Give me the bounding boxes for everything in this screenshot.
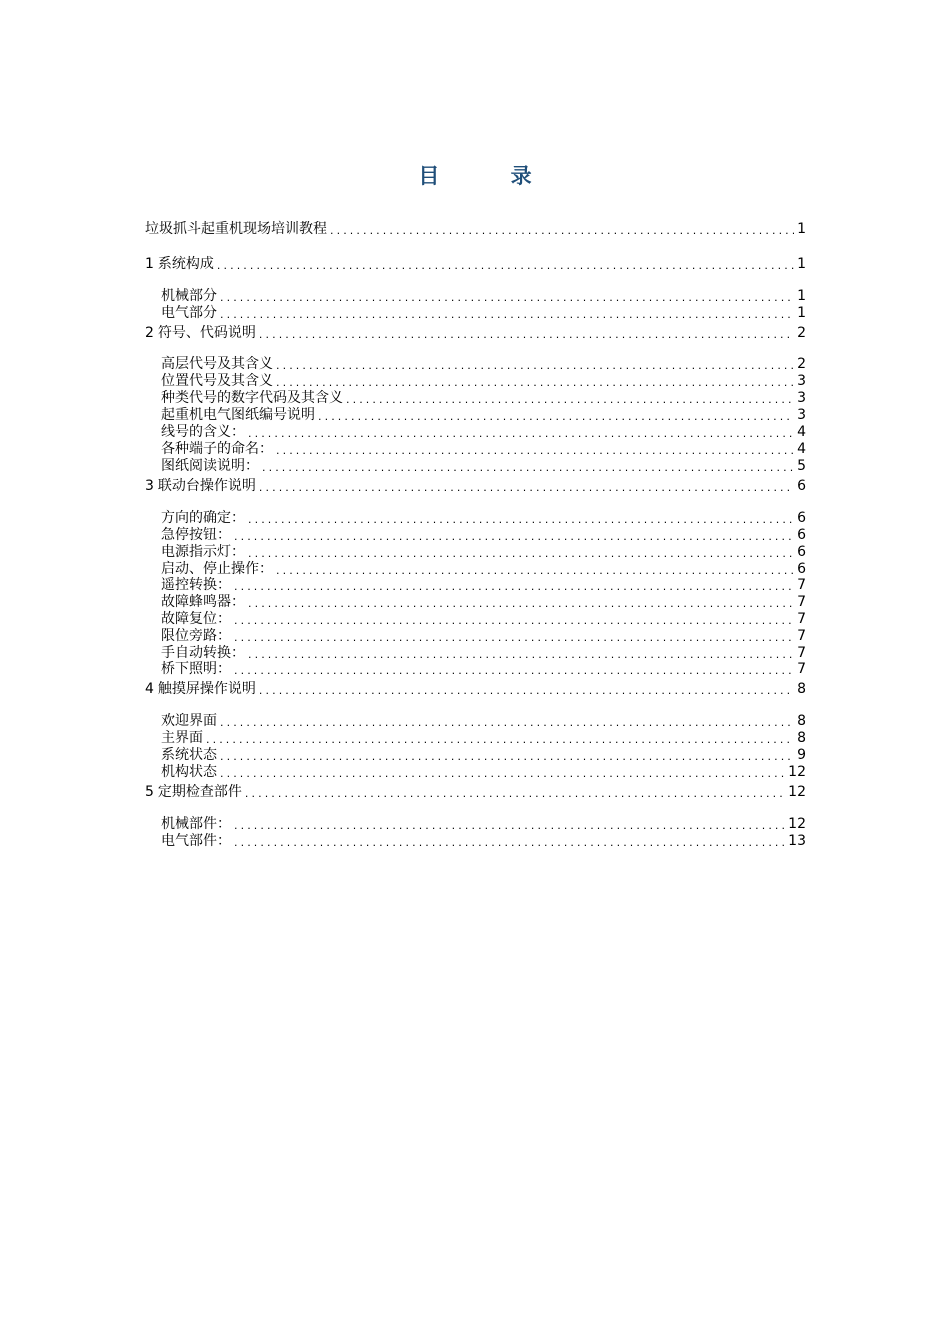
toc-entry[interactable] — [145, 256, 806, 273]
dot-leader — [234, 836, 785, 850]
dot-leader — [234, 631, 794, 645]
toc-entry-label: 种类代号的数字代码及其含义 — [161, 390, 343, 406]
dot-leader — [259, 684, 794, 698]
toc-entry-page-number: 2 — [797, 325, 806, 341]
toc-entry[interactable] — [161, 645, 806, 662]
toc-entry[interactable] — [161, 594, 806, 611]
dot-leader — [220, 767, 785, 781]
toc-entry-page-number: 7 — [797, 594, 806, 610]
toc-entry[interactable] — [161, 544, 806, 561]
toc-entry-label: 电气部件： — [161, 833, 231, 849]
dot-leader — [234, 614, 794, 628]
toc-entry[interactable] — [145, 325, 806, 342]
toc-entry-label: 各种端子的命名： — [161, 441, 273, 457]
toc-entry[interactable] — [145, 221, 806, 238]
toc-entry[interactable] — [161, 305, 806, 322]
toc-entry-page-number: 12 — [788, 816, 806, 832]
toc-entry[interactable] — [161, 764, 806, 781]
toc-entry-label: 线号的含义： — [161, 424, 245, 440]
toc-entry-label: 电气部分 — [161, 305, 217, 321]
toc-entry-label: 手自动转换： — [161, 645, 245, 661]
toc-entry-label: 系统构成 — [157, 256, 214, 272]
toc-entry-page-number: 1 — [797, 288, 806, 304]
toc-entry-number: 5 — [145, 784, 154, 800]
toc-entry-page-number: 3 — [797, 373, 806, 389]
toc-entry-label: 桥下照明： — [161, 661, 231, 677]
toc-entry-page-number: 9 — [797, 747, 806, 763]
toc-entry-page-number: 3 — [797, 407, 806, 423]
toc-entry-label: 遥控转换： — [161, 577, 231, 593]
table-of-contents — [145, 0, 806, 1344]
toc-entry-page-number: 12 — [788, 784, 806, 800]
toc-entry[interactable] — [161, 661, 806, 678]
toc-entry-page-number: 6 — [797, 510, 806, 526]
toc-entry-page-number: 1 — [797, 256, 806, 272]
dot-leader — [248, 513, 794, 527]
dot-leader — [276, 376, 794, 390]
toc-entry[interactable] — [161, 730, 806, 747]
toc-entry[interactable] — [161, 816, 806, 833]
toc-entry[interactable] — [161, 527, 806, 544]
dot-leader — [220, 291, 794, 305]
toc-entry-label: 触摸屏操作说明 — [157, 681, 256, 697]
toc-entry-label: 故障蜂鸣器： — [161, 594, 245, 610]
toc-entry-page-number: 5 — [797, 458, 806, 474]
dot-leader — [276, 444, 794, 458]
toc-entry-label: 机械部件： — [161, 816, 231, 832]
dot-leader — [217, 259, 794, 273]
toc-entry-label: 故障复位： — [161, 611, 231, 627]
toc-entry[interactable] — [161, 424, 806, 441]
dot-leader — [234, 580, 794, 594]
toc-entry-label: 高层代号及其含义 — [161, 356, 273, 372]
toc-entry[interactable] — [145, 681, 806, 698]
toc-entry[interactable] — [161, 356, 806, 373]
toc-entry[interactable] — [161, 713, 806, 730]
dot-leader — [248, 597, 794, 611]
toc-entry-label: 主界面 — [161, 730, 203, 746]
toc-entry-label: 限位旁路： — [161, 628, 231, 644]
toc-entry-label: 定期检查部件 — [157, 784, 242, 800]
toc-entry[interactable] — [161, 458, 806, 475]
toc-entry-label: 起重机电气图纸编号说明 — [161, 407, 315, 423]
dot-leader — [234, 819, 785, 833]
toc-entry[interactable] — [161, 747, 806, 764]
toc-entry[interactable] — [145, 784, 806, 801]
toc-entry-label: 急停按钮： — [161, 527, 231, 543]
toc-entry[interactable] — [161, 628, 806, 645]
toc-entry-label: 启动、停止操作： — [161, 561, 273, 577]
dot-leader — [206, 733, 794, 747]
toc-entry[interactable] — [161, 373, 806, 390]
toc-entry[interactable] — [161, 510, 806, 527]
toc-entry[interactable] — [161, 611, 806, 628]
toc-entry[interactable] — [161, 561, 806, 578]
toc-entry-page-number: 4 — [797, 441, 806, 457]
dot-leader — [259, 328, 794, 342]
toc-entry-page-number: 7 — [797, 611, 806, 627]
dot-leader — [262, 461, 794, 475]
toc-entry-page-number: 7 — [797, 661, 806, 677]
toc-entry[interactable] — [161, 833, 806, 850]
toc-entry-page-number: 8 — [797, 713, 806, 729]
toc-entry-page-number: 13 — [788, 833, 806, 849]
dot-leader — [234, 530, 794, 544]
toc-entry-page-number: 4 — [797, 424, 806, 440]
toc-entry-label: 欢迎界面 — [161, 713, 217, 729]
toc-entry-label: 符号、代码说明 — [157, 325, 256, 341]
toc-entry-page-number: 8 — [797, 730, 806, 746]
toc-entry[interactable] — [161, 441, 806, 458]
toc-entry-label: 垃圾抓斗起重机现场培训教程 — [145, 221, 327, 237]
dot-leader — [276, 359, 794, 373]
dot-leader — [248, 547, 794, 561]
toc-entry-page-number: 7 — [797, 577, 806, 593]
toc-entry-page-number: 8 — [797, 681, 806, 697]
toc-entry-label: 位置代号及其含义 — [161, 373, 273, 389]
dot-leader — [330, 224, 794, 238]
toc-entry-number: 1 — [145, 256, 154, 272]
toc-entry-page-number: 6 — [797, 544, 806, 560]
toc-entry-page-number: 6 — [797, 561, 806, 577]
dot-leader — [220, 308, 794, 322]
toc-entry-page-number: 1 — [797, 305, 806, 321]
toc-entry[interactable] — [161, 288, 806, 305]
dot-leader — [234, 664, 794, 678]
toc-entry-page-number: 1 — [797, 221, 806, 237]
toc-entry-number: 4 — [145, 681, 154, 697]
toc-title: 目 录 — [418, 164, 564, 188]
dot-leader — [259, 481, 794, 495]
toc-entry-page-number: 3 — [797, 390, 806, 406]
dot-leader — [248, 427, 794, 441]
toc-entry-label: 机构状态 — [161, 764, 217, 780]
toc-entry[interactable] — [145, 478, 806, 495]
dot-leader — [318, 410, 794, 424]
dot-leader — [220, 750, 794, 764]
toc-entry[interactable] — [161, 577, 806, 594]
toc-entry[interactable] — [161, 407, 806, 424]
toc-entry-page-number: 7 — [797, 645, 806, 661]
dot-leader — [220, 716, 794, 730]
toc-entry-label: 机械部分 — [161, 288, 217, 304]
toc-entry-page-number: 7 — [797, 628, 806, 644]
toc-entry-label: 联动台操作说明 — [157, 478, 256, 494]
toc-entry-label: 图纸阅读说明： — [161, 458, 259, 474]
toc-entry-page-number: 12 — [788, 764, 806, 780]
toc-entry-number: 2 — [145, 325, 154, 341]
toc-entry-number: 3 — [145, 478, 154, 494]
dot-leader — [245, 787, 785, 801]
toc-entry-label: 系统状态 — [161, 747, 217, 763]
toc-entry-label: 方向的确定： — [161, 510, 245, 526]
dot-leader — [276, 564, 794, 578]
toc-entry[interactable] — [161, 390, 806, 407]
toc-entry-page-number: 6 — [797, 527, 806, 543]
toc-entry-page-number: 2 — [797, 356, 806, 372]
dot-leader — [346, 393, 794, 407]
toc-entry-label: 电源指示灯： — [161, 544, 245, 560]
toc-entry-page-number: 6 — [797, 478, 806, 494]
dot-leader — [248, 648, 794, 662]
